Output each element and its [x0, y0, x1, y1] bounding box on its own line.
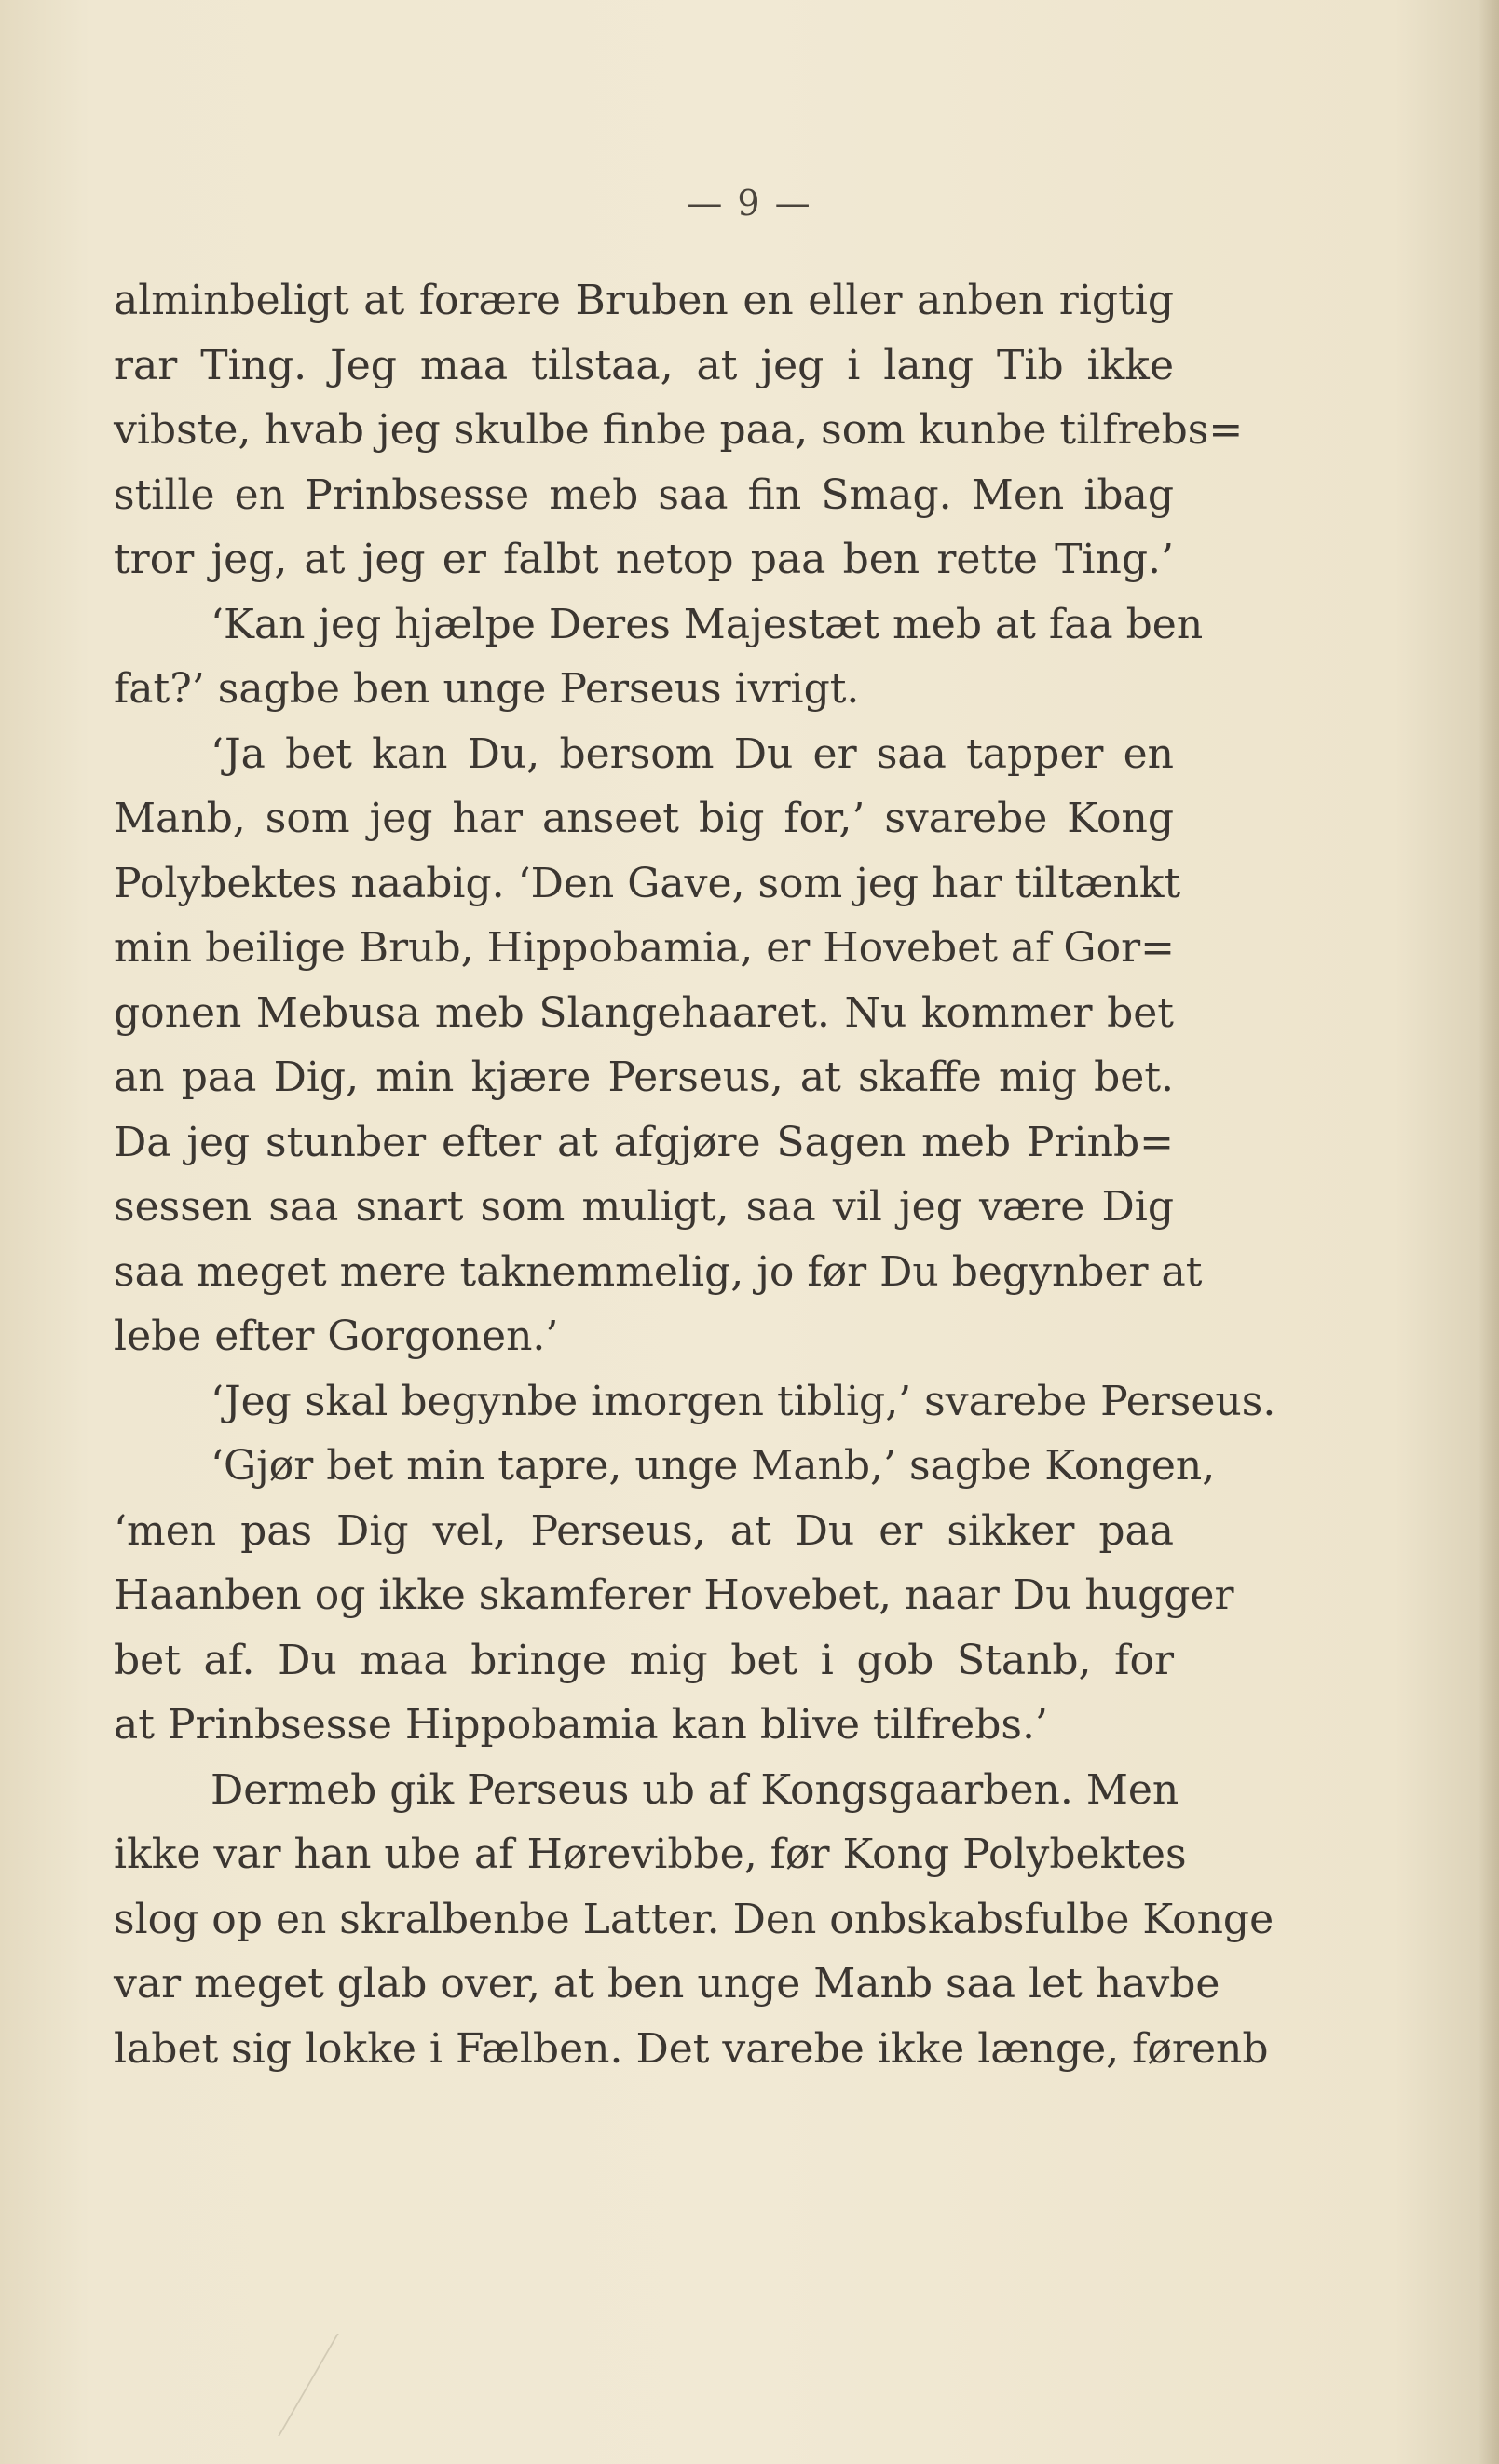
text-line: min beilige Brub, Hippobamia, er Hovebet af Gor= [114, 924, 1175, 972]
text-line: fat?’ sagbe ben unge Perseus ivrigt. [114, 665, 860, 713]
body-text [114, 268, 1276, 2081]
text-line: Dermeb gik Perseus ub af Kongsgaarben. Men [211, 1765, 1179, 1814]
text-line: stille en Prinbsesse meb saa fin Smag. Men ibag [114, 470, 1174, 519]
text-line: Manb, som jeg har anseet big for,’ svarebe Kong [114, 795, 1174, 842]
page-edge-shadow [1479, 0, 1499, 2464]
paper-crease [278, 2334, 451, 2436]
text-line: lebe efter Gorgonen.’ [114, 1313, 559, 1360]
text-line: Haanben og ikke skamferer Hovebet, naar Du hugger [114, 1572, 1234, 1619]
text-line: labet sig lokke i Fælben. Det varebe ikke længe, førenb [114, 2024, 1269, 2073]
text-line: slog op en skralbenbe Latter. Den onbskabsfulbe Konge [114, 1895, 1274, 1943]
text-line: gonen Mebusa meb Slangehaaret. Nu kommer bet [114, 988, 1174, 1037]
text-line: ikke var han ube af Hørevibbe, før Kong Polybektes [114, 1831, 1187, 1878]
text-line: alminbeligt at forære Bruben en eller anben rigtig [114, 277, 1174, 324]
text-line: bet af. Du maa bringe mig bet i gob Stanb, for [114, 1636, 1174, 1684]
text-line: ‘men pas Dig vel, Perseus, at Du er sikker paa [114, 1506, 1174, 1555]
text-line: tror jeg, at jeg er falbt netop paa ben rette Ting.’ [114, 536, 1174, 583]
text-line: ‘Kan jeg hjælpe Deres Majestæt meb at faa ben [211, 600, 1204, 648]
text-line: sessen saa snart som muligt, saa vil jeg være Dig [114, 1183, 1174, 1231]
text-line: an paa Dig, min kjære Perseus, at skaffe mig bet. [114, 1054, 1174, 1101]
text-line: var meget glab over, at ben unge Manb saa let havbe [114, 1960, 1220, 2008]
page-number: — 9 — [687, 183, 812, 224]
text-line: ‘Jeg skal begynbe imorgen tiblig,’ svarebe Perseus. [211, 1377, 1276, 1425]
text-line: ‘Gjør bet min tapre, unge Manb,’ sagbe Kongen, [211, 1442, 1216, 1490]
text-line: ‘Ja bet kan Du, bersom Du er saa tapper en [211, 729, 1174, 778]
text-line: vibste, hvab jeg skulbe finbe paa, som kunbe tilfrebs= [114, 406, 1244, 454]
text-line: Da jeg stunber efter at afgjøre Sagen meb Prinb= [114, 1118, 1174, 1166]
text-line: saa meget mere taknemmelig, jo før Du begynber at [114, 1247, 1203, 1296]
text-line: at Prinbsesse Hippobamia kan blive tilfrebs.’ [114, 1701, 1048, 1749]
text-line: rar Ting. Jeg maa tilstaa, at jeg i lang Tib ikke [114, 341, 1174, 389]
text-line: Polybektes naabig. ‘Den Gave, som jeg har tiltænkt [114, 859, 1181, 907]
